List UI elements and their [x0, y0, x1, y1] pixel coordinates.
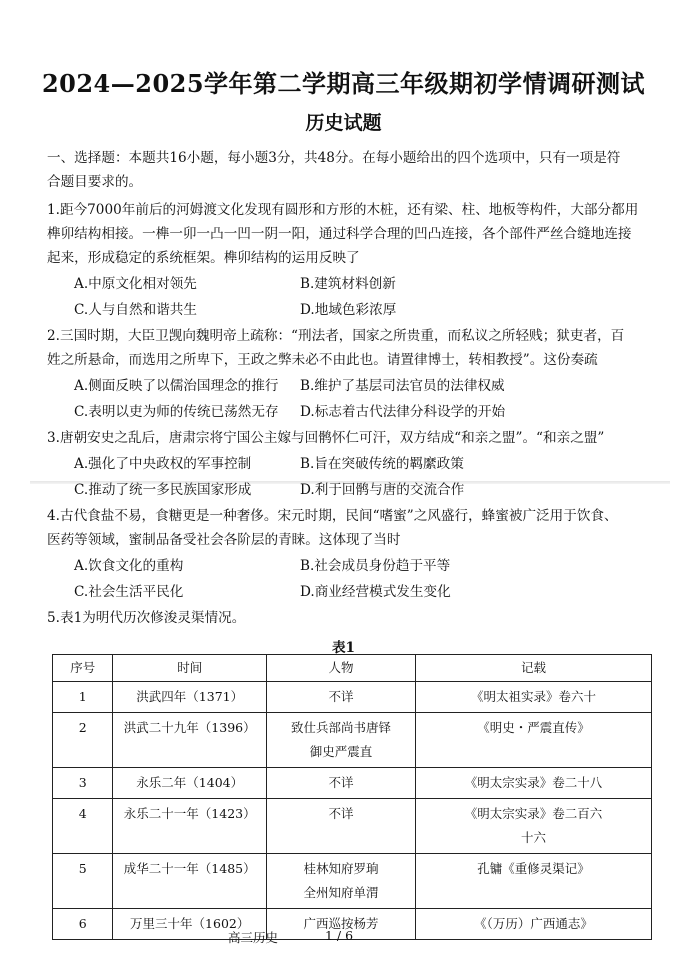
column-header-person: 人物: [267, 655, 416, 682]
question-1-option-b[interactable]: B.建筑材料创新: [300, 276, 396, 292]
table-cell: 广西巡按杨芳: [267, 909, 416, 940]
table-cell: 3: [53, 768, 113, 799]
question-2-option-c[interactable]: C.表明以吏为师的传统已荡然无存: [74, 404, 279, 420]
table-cell: 1: [53, 682, 113, 713]
table-cell: 万里三十年（1602）: [113, 909, 267, 940]
table-row: [53, 682, 652, 713]
table-row: [53, 799, 652, 854]
question-1-line-3: 起来，形成稳定的系统框架。榫卯结构的运用反映了: [47, 250, 360, 266]
table-cell: 《明太祖实录》卷六十: [416, 682, 652, 713]
table-cell: 孔镛《重修灵渠记》: [416, 854, 652, 909]
question-4-option-d[interactable]: D.商业经营模式发生变化: [300, 584, 451, 600]
exam-subtitle: 历史试题: [305, 112, 382, 134]
question-1-option-c[interactable]: C.人与自然和谐共生: [74, 302, 197, 318]
table-cell: 成华二十一年（1485）: [113, 854, 267, 909]
table-cell: 《明史・严震直传》: [416, 713, 652, 768]
question-3-option-b[interactable]: B.旨在突破传统的羁縻政策: [300, 456, 464, 472]
table-cell: 5: [53, 854, 113, 909]
table-1: [52, 654, 652, 940]
question-3-option-d[interactable]: D.利于回鹘与唐的交流合作: [300, 482, 465, 498]
table-caption: 表1: [331, 640, 356, 656]
question-1-option-d[interactable]: D.地域色彩浓厚: [300, 302, 397, 318]
table-row: [53, 713, 652, 768]
table-cell: 永乐二十一年（1423）: [113, 799, 267, 854]
table-cell: 《明太宗实录》卷二百六 十六: [416, 799, 652, 854]
table-cell: 洪武二十九年（1396）: [113, 713, 267, 768]
table-cell: 不详: [267, 682, 416, 713]
column-header-record: 记载: [416, 655, 652, 682]
question-2-option-d[interactable]: D.标志着古代法律分科设学的开始: [300, 404, 506, 420]
question-4-line-1: 4.古代食盐不易，食糖更是一种奢侈。宋元时期，民间“嗜蜜”之风盛行，蜂蜜被广泛用于饮食、: [47, 508, 618, 524]
table-body: [53, 682, 652, 940]
table-row: [53, 854, 652, 909]
table-cell: 《明太宗实录》卷二十八: [416, 768, 652, 799]
table-cell: 4: [53, 799, 113, 854]
question-4-option-c[interactable]: C.社会生活平民化: [74, 584, 184, 600]
table-row: [53, 768, 652, 799]
table-cell: 6: [53, 909, 113, 940]
table-cell: 永乐二年（1404）: [113, 768, 267, 799]
question-4-option-a[interactable]: A.饮食文化的重构: [74, 558, 184, 574]
question-1-line-1: 1.距今7000年前后的河姆渡文化发现有圆形和方形的木桩，还有梁、柱、地板等构件，大部分都用: [47, 202, 639, 218]
question-2-option-a[interactable]: A.侧面反映了以儒治国理念的推行: [74, 378, 279, 394]
question-2-option-b[interactable]: B.维护了基层司法官员的法律权威: [300, 378, 505, 394]
table-cell: 2: [53, 713, 113, 768]
table-cell: 不详: [267, 768, 416, 799]
table-cell: 致仕兵部尚书唐铎 御史严震直: [267, 713, 416, 768]
table-cell: 桂林知府罗珦 全州知府单渭: [267, 854, 416, 909]
section-intro-line-2: 合题目要求的。: [47, 174, 143, 190]
footer-page-number: 1 / 6: [325, 928, 354, 943]
question-3-option-c[interactable]: C.推动了统一多民族国家形成: [74, 482, 252, 498]
question-1-line-2: 榫卯结构相接。一榫一卯一凸一凹一阴一阳，通过科学合理的凹凸连接，各个部件严丝合缝地连接: [47, 226, 632, 242]
question-3-line-1: 3.唐朝安史之乱后，唐肃宗将宁国公主嫁与回鹘怀仁可汗，双方结成“和亲之盟”。“和亲之盟”: [47, 430, 605, 446]
table-cell: 洪武四年（1371）: [113, 682, 267, 713]
question-1-option-a[interactable]: A.中原文化相对领先: [74, 276, 197, 292]
table-cell: 《（万历）广西通志》: [416, 909, 652, 940]
column-header-time: 时间: [113, 655, 267, 682]
question-2-line-2: 姓之所悬命，而选用之所卑下，王政之弊未必不由此也。请置律博士，转相教授”。这份奏疏: [47, 352, 598, 368]
table-cell: 不详: [267, 799, 416, 854]
question-4-line-2: 医药等领域，蜜制品备受社会各阶层的青睐。这体现了当时: [47, 532, 401, 548]
table-header-row: [53, 655, 652, 682]
footer-subject: 高三历史: [228, 930, 279, 945]
section-intro-line-1: 一、选择题：本题共16小题，每小题3分，共48分。在每小题给出的四个选项中，只有一项是符: [47, 150, 621, 166]
column-header-index: 序号: [53, 655, 113, 682]
question-5-line-1: 5.表1为明代历次修浚灵渠情况。: [47, 610, 246, 626]
question-4-option-b[interactable]: B.社会成员身份趋于平等: [300, 558, 451, 574]
exam-title: 2024—2025学年第二学期高三年级期初学情调研测试: [41, 69, 646, 98]
question-3-option-a[interactable]: A.强化了中央政权的军事控制: [74, 456, 252, 472]
question-2-line-1: 2.三国时期，大臣卫觊向魏明帝上疏称：“刑法者，国家之所贵重，而私议之所轻贱；狱吏者，百: [47, 328, 625, 344]
